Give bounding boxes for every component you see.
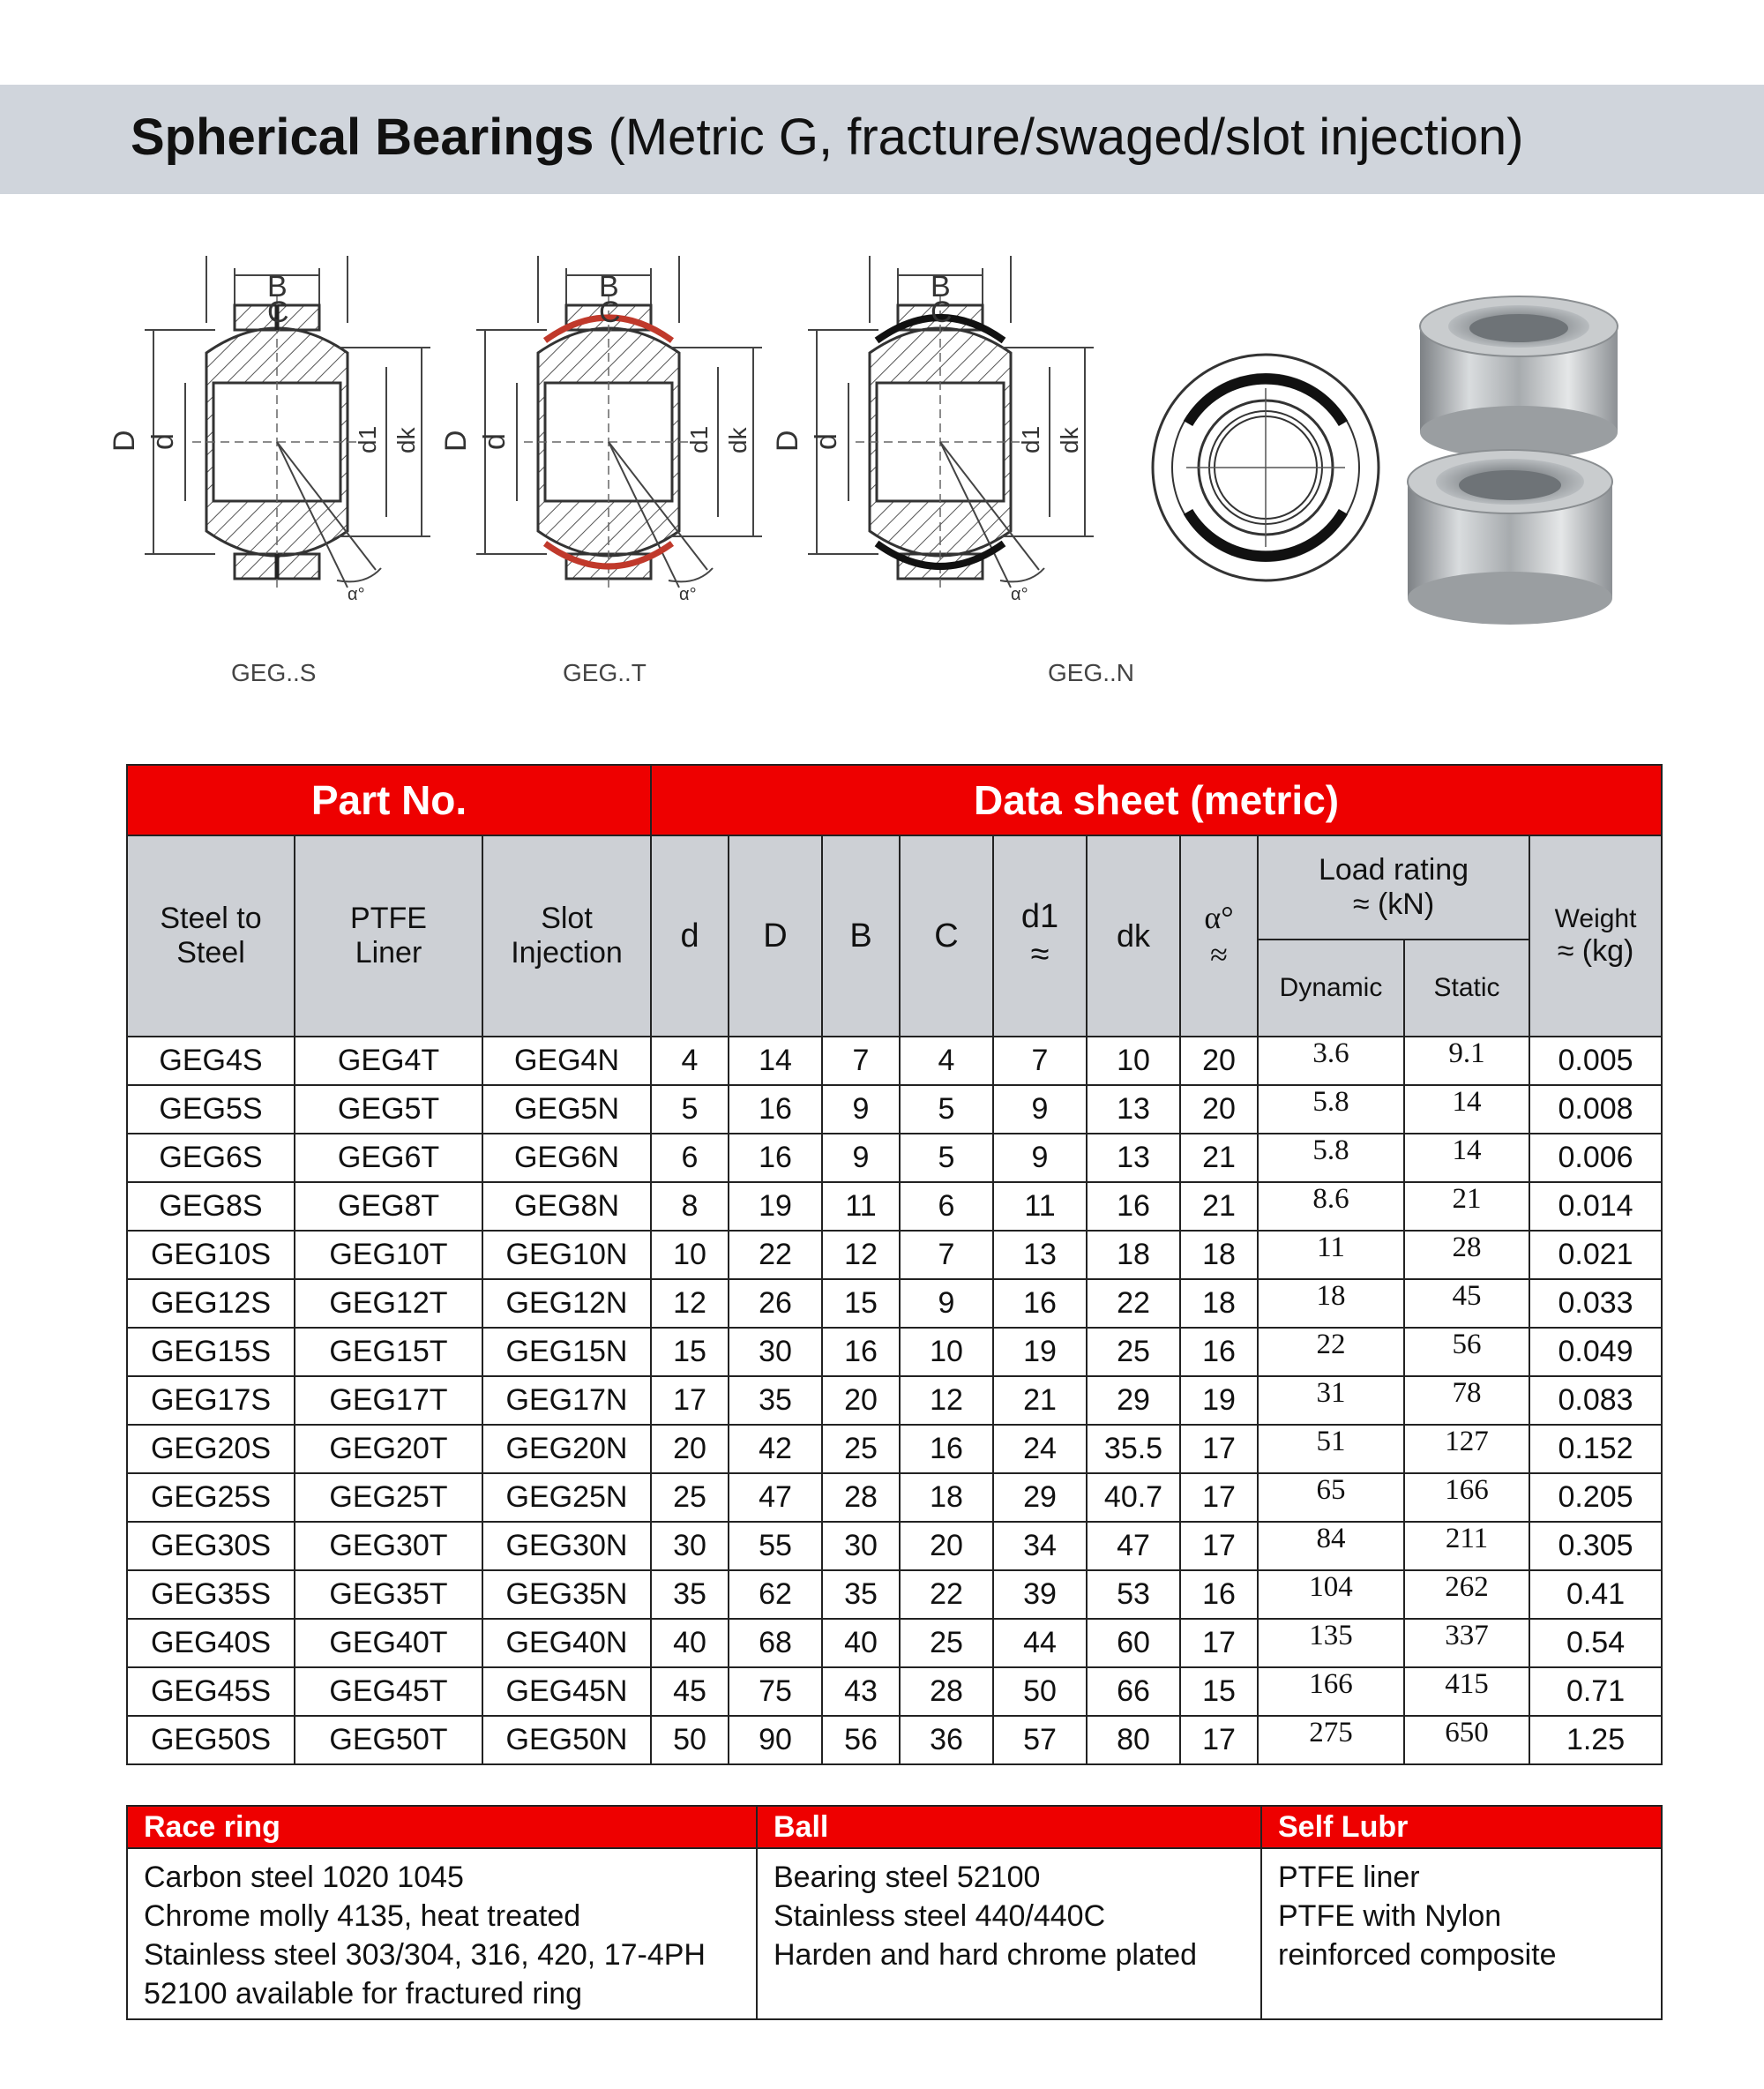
front-view-drawing	[1153, 355, 1379, 580]
cell-alpha: 18	[1180, 1231, 1258, 1279]
cell-dk: 16	[1087, 1182, 1180, 1231]
cell-ptfe-liner: GEG15T	[295, 1328, 482, 1376]
ball-header: Ball	[757, 1806, 1261, 1848]
cell-slot-injection: GEG30N	[482, 1522, 651, 1570]
cell-d1: 39	[993, 1570, 1087, 1619]
cell-B: 9	[822, 1134, 900, 1182]
cell-d: 35	[651, 1570, 729, 1619]
cell-ptfe-liner: GEG4T	[295, 1037, 482, 1085]
col-steel-to-steel: Steel to Steel	[127, 835, 295, 1037]
table-row	[127, 1328, 1662, 1376]
cell-static: 14	[1404, 1134, 1529, 1182]
cell-static: 21	[1404, 1182, 1529, 1231]
cell-weight: 0.083	[1529, 1376, 1662, 1425]
bearing-photo-top	[1420, 296, 1618, 459]
cell-dynamic: 18	[1258, 1279, 1404, 1328]
cell-static: 650	[1404, 1716, 1529, 1764]
dim-dk-2: dk	[724, 427, 751, 453]
cell-D: 16	[729, 1134, 822, 1182]
self-lubr-cell	[1261, 1848, 1662, 2019]
cell-dk: 47	[1087, 1522, 1180, 1570]
race-ring-line: 52100 available for fractured ring	[144, 1977, 583, 2010]
cell-D: 68	[729, 1619, 822, 1667]
dim-D-2: D	[439, 430, 473, 452]
cell-B: 35	[822, 1570, 900, 1619]
cell-C: 36	[900, 1716, 993, 1764]
cell-static: 415	[1404, 1667, 1529, 1716]
cell-alpha: 17	[1180, 1425, 1258, 1473]
cell-B: 12	[822, 1231, 900, 1279]
cell-dynamic: 166	[1258, 1667, 1404, 1716]
dim-b-1: B	[267, 270, 288, 303]
cell-dk: 13	[1087, 1085, 1180, 1134]
cell-dk: 80	[1087, 1716, 1180, 1764]
cell-d1: 44	[993, 1619, 1087, 1667]
cell-alpha: 17	[1180, 1473, 1258, 1522]
cell-alpha: 15	[1180, 1667, 1258, 1716]
cell-d: 10	[651, 1231, 729, 1279]
cell-slot-injection: GEG12N	[482, 1279, 651, 1328]
cell-alpha: 17	[1180, 1522, 1258, 1570]
table-row	[127, 1473, 1662, 1522]
cell-weight: 0.021	[1529, 1231, 1662, 1279]
cell-ptfe-liner: GEG5T	[295, 1085, 482, 1134]
cell-static: 56	[1404, 1328, 1529, 1376]
data-sheet-header: Data sheet (metric)	[651, 765, 1662, 835]
dim-alpha-2: α°	[679, 585, 697, 604]
cell-D: 55	[729, 1522, 822, 1570]
race-ring-line: Stainless steel 303/304, 316, 420, 17-4PH	[144, 1938, 706, 1972]
col-dk: dk	[1087, 835, 1180, 1037]
cell-C: 10	[900, 1328, 993, 1376]
cell-slot-injection: GEG20N	[482, 1425, 651, 1473]
cell-weight: 0.54	[1529, 1619, 1662, 1667]
cell-dynamic: 5.8	[1258, 1134, 1404, 1182]
cell-d1: 29	[993, 1473, 1087, 1522]
cell-slot-injection: GEG15N	[482, 1328, 651, 1376]
col-dynamic: Dynamic	[1258, 940, 1404, 1037]
dim-d-2: d	[478, 433, 512, 450]
cell-static: 211	[1404, 1522, 1529, 1570]
cell-d1: 19	[993, 1328, 1087, 1376]
cell-C: 18	[900, 1473, 993, 1522]
cell-alpha: 16	[1180, 1328, 1258, 1376]
cell-B: 30	[822, 1522, 900, 1570]
cell-slot-injection: GEG40N	[482, 1619, 651, 1667]
race-ring-line: Chrome molly 4135, heat treated	[144, 1899, 581, 1933]
cell-B: 25	[822, 1425, 900, 1473]
cell-ptfe-liner: GEG10T	[295, 1231, 482, 1279]
materials-table	[126, 1805, 1663, 2020]
table-row	[127, 1425, 1662, 1473]
cell-C: 25	[900, 1619, 993, 1667]
cell-B: 56	[822, 1716, 900, 1764]
self-lubr-line: PTFE liner	[1278, 1861, 1420, 1894]
dim-D-1: D	[108, 430, 141, 452]
cell-dk: 40.7	[1087, 1473, 1180, 1522]
cell-d: 17	[651, 1376, 729, 1425]
cell-C: 20	[900, 1522, 993, 1570]
cell-steel-to-steel: GEG45S	[127, 1667, 295, 1716]
cell-D: 75	[729, 1667, 822, 1716]
cell-d1: 16	[993, 1279, 1087, 1328]
cell-static: 45	[1404, 1279, 1529, 1328]
dim-c-3: C	[931, 296, 953, 329]
cell-D: 14	[729, 1037, 822, 1085]
self-lubr-header: Self Lubr	[1261, 1806, 1662, 1848]
cell-alpha: 21	[1180, 1182, 1258, 1231]
cell-ptfe-liner: GEG8T	[295, 1182, 482, 1231]
cell-weight: 0.006	[1529, 1134, 1662, 1182]
cell-steel-to-steel: GEG17S	[127, 1376, 295, 1425]
col-load-rating: Load rating ≈ (kN)	[1258, 835, 1529, 940]
cell-C: 16	[900, 1425, 993, 1473]
cell-ptfe-liner: GEG35T	[295, 1570, 482, 1619]
cell-slot-injection: GEG10N	[482, 1231, 651, 1279]
cell-slot-injection: GEG17N	[482, 1376, 651, 1425]
table-row	[127, 1522, 1662, 1570]
table-row	[127, 1182, 1662, 1231]
cell-D: 26	[729, 1279, 822, 1328]
label-geg-t: GEG..T	[563, 659, 647, 686]
cell-B: 11	[822, 1182, 900, 1231]
cell-static: 28	[1404, 1231, 1529, 1279]
cell-dynamic: 135	[1258, 1619, 1404, 1667]
cell-alpha: 19	[1180, 1376, 1258, 1425]
label-geg-s: GEG..S	[231, 659, 317, 686]
cell-slot-injection: GEG25N	[482, 1473, 651, 1522]
cell-dk: 29	[1087, 1376, 1180, 1425]
cell-weight: 0.033	[1529, 1279, 1662, 1328]
cell-B: 40	[822, 1619, 900, 1667]
cell-steel-to-steel: GEG6S	[127, 1134, 295, 1182]
cell-weight: 0.014	[1529, 1182, 1662, 1231]
cell-steel-to-steel: GEG12S	[127, 1279, 295, 1328]
cell-dynamic: 51	[1258, 1425, 1404, 1473]
dim-D-3: D	[771, 430, 804, 452]
cell-dynamic: 11	[1258, 1231, 1404, 1279]
title-bar	[0, 85, 1764, 194]
cell-d: 50	[651, 1716, 729, 1764]
cell-C: 5	[900, 1134, 993, 1182]
ball-line: Stainless steel 440/440C	[774, 1899, 1106, 1933]
cell-C: 22	[900, 1570, 993, 1619]
cell-dk: 13	[1087, 1134, 1180, 1182]
label-geg-n: GEG..N	[1048, 659, 1135, 686]
cell-ptfe-liner: GEG40T	[295, 1619, 482, 1667]
cell-dynamic: 31	[1258, 1376, 1404, 1425]
dim-d-3: d	[810, 433, 843, 450]
table-row	[127, 1376, 1662, 1425]
cell-static: 78	[1404, 1376, 1529, 1425]
cell-steel-to-steel: GEG35S	[127, 1570, 295, 1619]
cell-d1: 9	[993, 1085, 1087, 1134]
cell-d: 15	[651, 1328, 729, 1376]
cell-weight: 0.41	[1529, 1570, 1662, 1619]
page-title	[131, 101, 1523, 175]
cell-weight: 0.71	[1529, 1667, 1662, 1716]
cell-dynamic: 275	[1258, 1716, 1404, 1764]
cell-d1: 50	[993, 1667, 1087, 1716]
cell-d1: 13	[993, 1231, 1087, 1279]
table-row	[127, 1037, 1662, 1085]
cell-d: 20	[651, 1425, 729, 1473]
cell-slot-injection: GEG45N	[482, 1667, 651, 1716]
cell-steel-to-steel: GEG50S	[127, 1716, 295, 1764]
cell-ptfe-liner: GEG17T	[295, 1376, 482, 1425]
cell-D: 42	[729, 1425, 822, 1473]
cell-dynamic: 22	[1258, 1328, 1404, 1376]
title-rest: (Metric G, fracture/swaged/slot injection)	[594, 109, 1524, 166]
table-row	[127, 1570, 1662, 1619]
cell-D: 47	[729, 1473, 822, 1522]
cell-weight: 0.049	[1529, 1328, 1662, 1376]
cell-slot-injection: GEG4N	[482, 1037, 651, 1085]
cell-weight: 0.305	[1529, 1522, 1662, 1570]
cell-steel-to-steel: GEG30S	[127, 1522, 295, 1570]
cell-alpha: 17	[1180, 1716, 1258, 1764]
dim-d1-3: d1	[1017, 425, 1044, 453]
cell-D: 30	[729, 1328, 822, 1376]
cell-static: 166	[1404, 1473, 1529, 1522]
cell-ptfe-liner: GEG45T	[295, 1667, 482, 1716]
cell-alpha: 20	[1180, 1037, 1258, 1085]
cell-d: 6	[651, 1134, 729, 1182]
cell-dk: 66	[1087, 1667, 1180, 1716]
cell-dynamic: 84	[1258, 1522, 1404, 1570]
cell-B: 28	[822, 1473, 900, 1522]
ball-cell	[757, 1848, 1261, 2019]
cell-slot-injection: GEG5N	[482, 1085, 651, 1134]
cell-slot-injection: GEG50N	[482, 1716, 651, 1764]
dim-dk-1: dk	[392, 427, 420, 453]
cell-d1: 57	[993, 1716, 1087, 1764]
cell-weight: 0.008	[1529, 1085, 1662, 1134]
cell-ptfe-liner: GEG6T	[295, 1134, 482, 1182]
col-ptfe-liner: PTFE Liner	[295, 835, 482, 1037]
table-row	[127, 1667, 1662, 1716]
cell-d1: 34	[993, 1522, 1087, 1570]
cell-dk: 35.5	[1087, 1425, 1180, 1473]
cell-d: 25	[651, 1473, 729, 1522]
cell-d: 5	[651, 1085, 729, 1134]
part-no-header: Part No.	[127, 765, 651, 835]
cell-B: 16	[822, 1328, 900, 1376]
cell-C: 9	[900, 1279, 993, 1328]
cell-ptfe-liner: GEG25T	[295, 1473, 482, 1522]
dim-d1-2: d1	[685, 425, 713, 453]
col-alpha: α° ≈	[1180, 835, 1258, 1037]
col-weight: Weight ≈ (kg)	[1529, 835, 1662, 1037]
dim-b-3: B	[931, 270, 951, 303]
cell-dk: 25	[1087, 1328, 1180, 1376]
cell-dynamic: 65	[1258, 1473, 1404, 1522]
cell-steel-to-steel: GEG5S	[127, 1085, 295, 1134]
cell-steel-to-steel: GEG40S	[127, 1619, 295, 1667]
cell-D: 90	[729, 1716, 822, 1764]
col-d: d	[651, 835, 729, 1037]
dim-d-1: d	[146, 433, 180, 450]
dim-alpha-3: α°	[1011, 585, 1028, 604]
cell-ptfe-liner: GEG20T	[295, 1425, 482, 1473]
title-bold: Spherical Bearings	[131, 109, 594, 166]
cell-alpha: 21	[1180, 1134, 1258, 1182]
cell-dynamic: 3.6	[1258, 1037, 1404, 1085]
cell-dk: 18	[1087, 1231, 1180, 1279]
col-D: D	[729, 835, 822, 1037]
cell-steel-to-steel: GEG8S	[127, 1182, 295, 1231]
cell-weight: 0.005	[1529, 1037, 1662, 1085]
cell-d1: 24	[993, 1425, 1087, 1473]
cell-dk: 53	[1087, 1570, 1180, 1619]
table-row	[127, 1279, 1662, 1328]
cell-alpha: 18	[1180, 1279, 1258, 1328]
cell-d1: 11	[993, 1182, 1087, 1231]
cell-B: 15	[822, 1279, 900, 1328]
table-row	[127, 1085, 1662, 1134]
cell-B: 43	[822, 1667, 900, 1716]
cell-dynamic: 8.6	[1258, 1182, 1404, 1231]
race-ring-header: Race ring	[127, 1806, 757, 1848]
cell-static: 262	[1404, 1570, 1529, 1619]
cell-C: 7	[900, 1231, 993, 1279]
cell-dk: 22	[1087, 1279, 1180, 1328]
cell-C: 4	[900, 1037, 993, 1085]
race-ring-cell	[127, 1848, 757, 2019]
cell-d: 4	[651, 1037, 729, 1085]
cell-d: 8	[651, 1182, 729, 1231]
col-B: B	[822, 835, 900, 1037]
cell-slot-injection: GEG6N	[482, 1134, 651, 1182]
self-lubr-line: PTFE with Nylon	[1278, 1899, 1502, 1933]
cell-static: 337	[1404, 1619, 1529, 1667]
cell-d: 30	[651, 1522, 729, 1570]
ball-line: Bearing steel 52100	[774, 1861, 1041, 1894]
ball-line: Harden and hard chrome plated	[774, 1938, 1198, 1972]
cell-D: 35	[729, 1376, 822, 1425]
dim-alpha-1: α°	[348, 585, 365, 604]
cell-d1: 9	[993, 1134, 1087, 1182]
cell-slot-injection: GEG8N	[482, 1182, 651, 1231]
col-d1: d1 ≈	[993, 835, 1087, 1037]
cell-d: 40	[651, 1619, 729, 1667]
cell-B: 9	[822, 1085, 900, 1134]
cell-ptfe-liner: GEG30T	[295, 1522, 482, 1570]
cell-C: 5	[900, 1085, 993, 1134]
cell-d: 12	[651, 1279, 729, 1328]
cell-steel-to-steel: GEG25S	[127, 1473, 295, 1522]
cell-weight: 0.205	[1529, 1473, 1662, 1522]
cell-steel-to-steel: GEG4S	[127, 1037, 295, 1085]
cell-d1: 21	[993, 1376, 1087, 1425]
cell-steel-to-steel: GEG10S	[127, 1231, 295, 1279]
cell-alpha: 20	[1180, 1085, 1258, 1134]
cell-slot-injection: GEG35N	[482, 1570, 651, 1619]
cell-dynamic: 104	[1258, 1570, 1404, 1619]
cell-weight: 1.25	[1529, 1716, 1662, 1764]
cell-B: 7	[822, 1037, 900, 1085]
dim-b-2: B	[599, 270, 619, 303]
dim-dk-3: dk	[1056, 427, 1083, 453]
table-row	[127, 1231, 1662, 1279]
race-ring-line: Carbon steel 1020 1045	[144, 1861, 464, 1894]
spec-table	[126, 764, 1663, 1765]
dim-c-2: C	[599, 296, 621, 329]
cell-B: 20	[822, 1376, 900, 1425]
cell-alpha: 16	[1180, 1570, 1258, 1619]
cell-static: 14	[1404, 1085, 1529, 1134]
col-C: C	[900, 835, 993, 1037]
cell-alpha: 17	[1180, 1619, 1258, 1667]
cell-C: 12	[900, 1376, 993, 1425]
cell-steel-to-steel: GEG15S	[127, 1328, 295, 1376]
cell-D: 16	[729, 1085, 822, 1134]
cell-C: 6	[900, 1182, 993, 1231]
cell-weight: 0.152	[1529, 1425, 1662, 1473]
cell-C: 28	[900, 1667, 993, 1716]
dim-c-1: C	[267, 296, 289, 329]
cell-D: 22	[729, 1231, 822, 1279]
col-slot-injection: Slot Injection	[482, 835, 651, 1037]
cell-dynamic: 5.8	[1258, 1085, 1404, 1134]
cell-ptfe-liner: GEG12T	[295, 1279, 482, 1328]
cell-dk: 10	[1087, 1037, 1180, 1085]
cell-static: 127	[1404, 1425, 1529, 1473]
cell-D: 62	[729, 1570, 822, 1619]
cell-dk: 60	[1087, 1619, 1180, 1667]
cell-static: 9.1	[1404, 1037, 1529, 1085]
spec-table-body	[127, 1037, 1662, 1764]
col-static: Static	[1404, 940, 1529, 1037]
self-lubr-line: reinforced composite	[1278, 1938, 1557, 1972]
table-row	[127, 1134, 1662, 1182]
bearing-photo-bottom	[1408, 450, 1612, 625]
table-row	[127, 1619, 1662, 1667]
cell-D: 19	[729, 1182, 822, 1231]
dim-d1-1: d1	[354, 425, 381, 453]
bearing-drawings	[0, 256, 1764, 715]
cell-d1: 7	[993, 1037, 1087, 1085]
table-row	[127, 1716, 1662, 1764]
cell-steel-to-steel: GEG20S	[127, 1425, 295, 1473]
cell-d: 45	[651, 1667, 729, 1716]
cell-ptfe-liner: GEG50T	[295, 1716, 482, 1764]
